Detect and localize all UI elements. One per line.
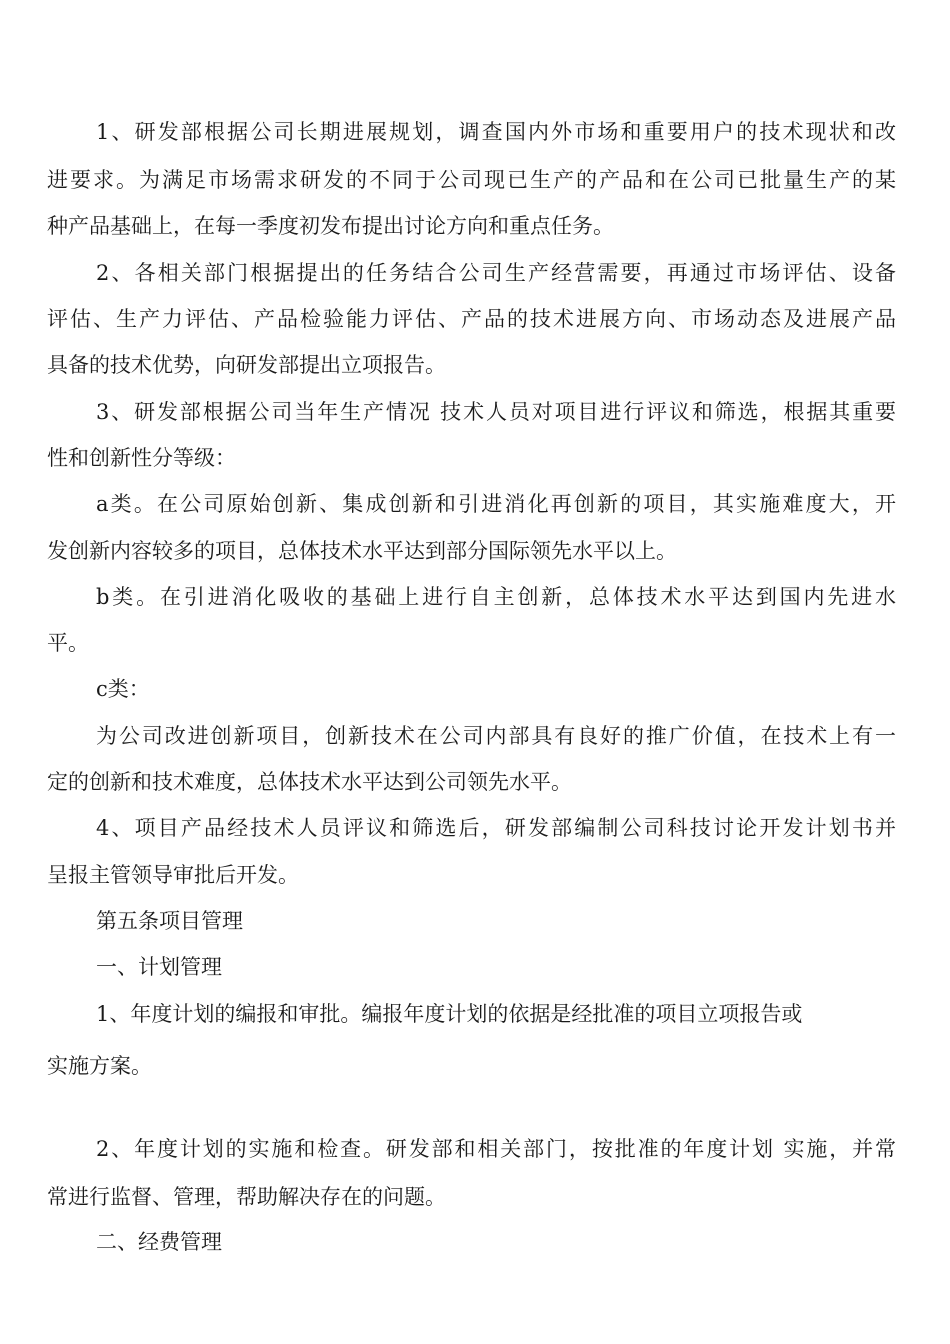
category-c-heading: c类：	[96, 677, 150, 701]
paragraph-1-line-3: 种产品基础上，在每一季度初发布提出讨论方向和重点任务。	[47, 214, 614, 238]
category-c-line-1: 为公司改进创新项目，创新技术在公司内部具有良好的推广价值，在技术上有一	[96, 724, 896, 748]
plan-item-1-line-1: 1、年度计划的编报和审批。编报年度计划的依据是经批准的项目立项报告或	[96, 1002, 803, 1026]
category-c-line-2: 定的创新和技术难度，总体技术水平达到公司领先水平。	[47, 770, 572, 794]
plan-item-2-line-2: 常进行监督、管理，帮助解决存在的问题。	[47, 1185, 446, 1209]
paragraph-1-line-2: 进要求。为满足市场需求研发的不同于公司现已生产的产品和在公司已批量生产的某	[47, 168, 896, 192]
section-budget-management-heading: 二、经费管理	[96, 1230, 222, 1254]
plan-item-1-line-2: 实施方案。	[47, 1054, 152, 1078]
plan-item-2-line-1: 2、年度计划的实施和检查。研发部和相关部门，按批准的年度计划 实施，并常	[96, 1137, 896, 1161]
paragraph-3-line-2: 性和创新性分等级：	[47, 446, 236, 470]
paragraph-2-line-3: 具备的技术优势，向研发部提出立项报告。	[47, 353, 446, 377]
paragraph-2-line-1: 2、各相关部门根据提出的任务结合公司生产经营需要，再通过市场评估、设备	[96, 261, 896, 285]
article-5-heading: 第五条项目管理	[96, 909, 243, 933]
section-plan-management-heading: 一、计划管理	[96, 955, 222, 979]
category-b-line-1: b类。在引进消化吸收的基础上进行自主创新，总体技术水平达到国内先进水	[96, 585, 896, 609]
category-a-line-2: 发创新内容较多的项目，总体技术水平达到部分国际领先水平以上。	[47, 539, 677, 563]
paragraph-3-line-1: 3、研发部根据公司当年生产情况 技术人员对项目进行评议和筛选，根据其重要	[96, 400, 896, 424]
paragraph-4-line-2: 呈报主管领导审批后开发。	[47, 863, 299, 887]
paragraph-1-line-1: 1、研发部根据公司长期进展规划，调查国内外市场和重要用户的技术现状和改	[96, 120, 896, 144]
category-b-line-2: 平。	[47, 631, 89, 655]
paragraph-4-line-1: 4、项目产品经技术人员评议和筛选后，研发部编制公司科技讨论开发计划书并	[96, 816, 896, 840]
category-a-line-1: a类。在公司原始创新、集成创新和引进消化再创新的项目，其实施难度大，开	[96, 492, 896, 516]
paragraph-2-line-2: 评估、生产力评估、产品检验能力评估、产品的技术进展方向、市场动态及进展产品	[47, 307, 896, 331]
